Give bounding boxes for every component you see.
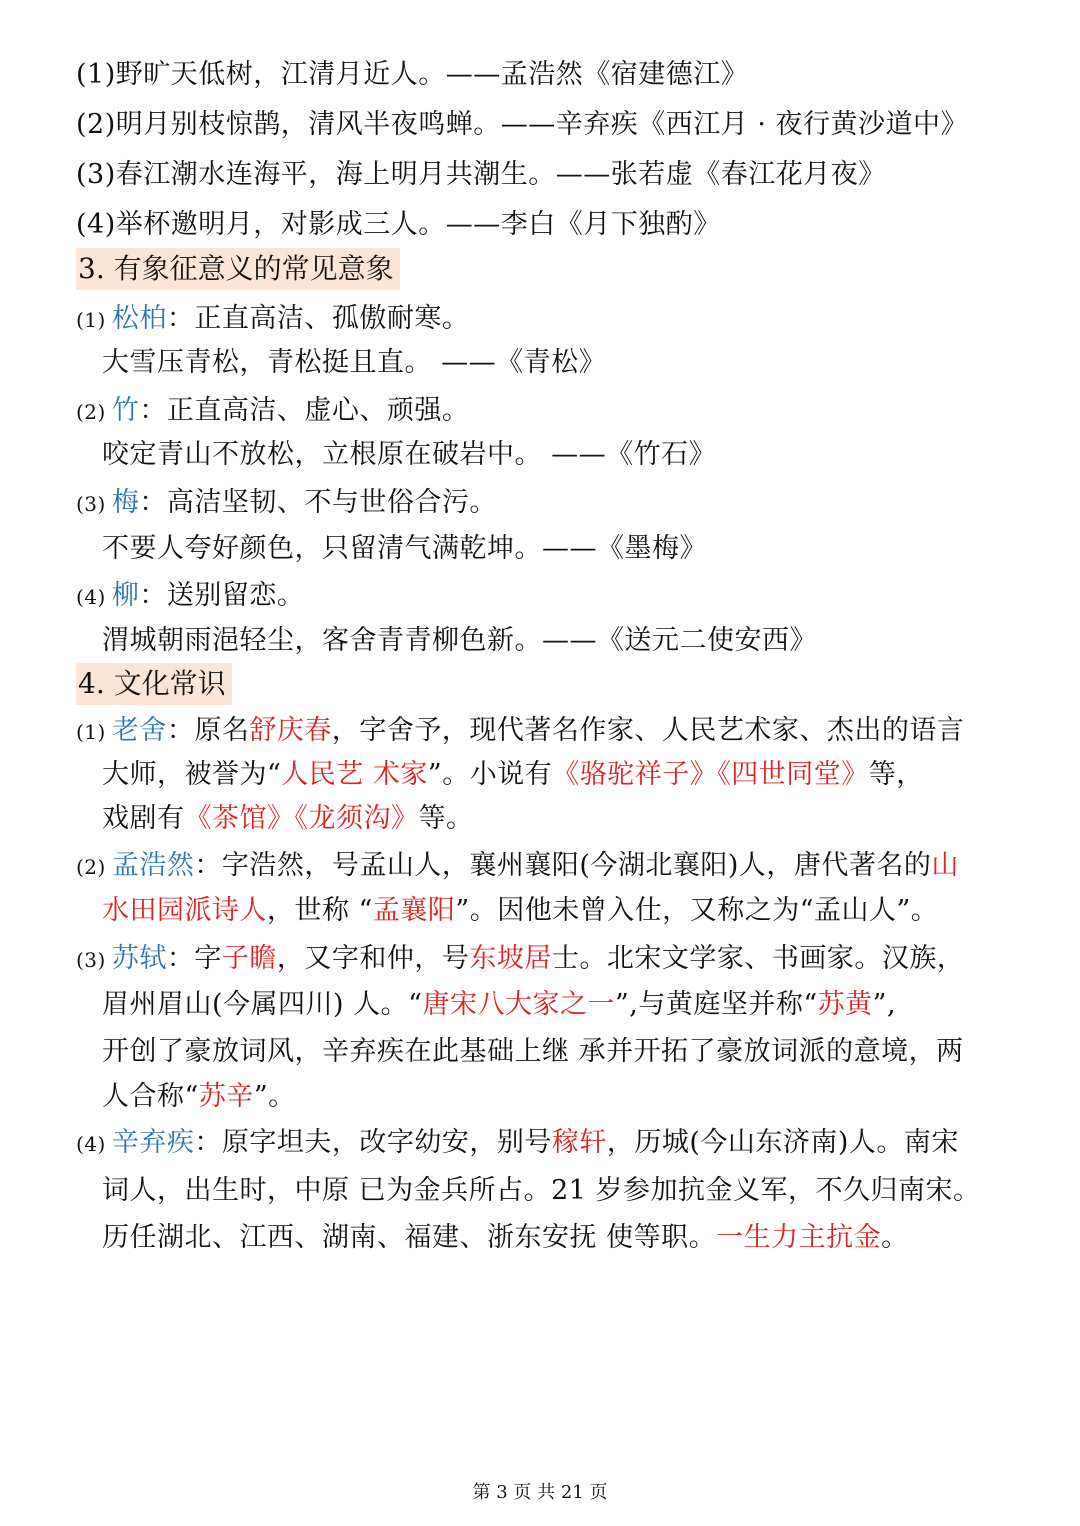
- body-text: ：原名: [166, 715, 250, 746]
- poem-line: [0, 206, 1080, 244]
- item-number: (3): [76, 159, 116, 190]
- section-heading: 3. 有象征意义的常见意象: [76, 248, 400, 290]
- body-text: 等。: [418, 803, 474, 834]
- culture-item-xinqiji: [0, 1124, 1080, 1163]
- body-text: ”。因他未曾入仕，又称之为“孟山人”。: [455, 895, 939, 926]
- body-text: 历任湖北、江西、湖南、福建、浙东安抚 使等职。: [102, 1222, 717, 1253]
- highlight-text: 稼轩: [551, 1127, 607, 1158]
- item-number: (1): [76, 720, 106, 744]
- poem-line: [0, 106, 1080, 144]
- body-text: ：字: [166, 943, 222, 974]
- body-text: ：原字坦夫，改字幼安，别号: [194, 1127, 552, 1158]
- body-text: 戏剧有: [102, 803, 185, 834]
- culture-line: 开创了豪放词风，辛弃疾在此基础上继 承并开拓了豪放词派的意境，两: [102, 1036, 964, 1067]
- body-text: 大师，被誉为“: [102, 759, 282, 790]
- item-number: (3): [76, 948, 106, 972]
- imagery-term: 梅: [111, 487, 140, 518]
- culture-line: [0, 800, 1080, 838]
- imagery-quote: 不要人夸好颜色，只留清气满乾坤。——《墨梅》: [102, 533, 707, 564]
- person-name: 苏轼: [111, 943, 167, 974]
- culture-line: [0, 986, 1080, 1024]
- imagery-item: [0, 577, 1080, 616]
- culture-line: [0, 892, 1080, 930]
- imagery-item: [0, 300, 1080, 339]
- highlight-text: 《茶馆》《龙须沟》: [184, 803, 419, 834]
- imagery-meaning: ：送别留恋。: [139, 580, 305, 611]
- poem-text: 举杯邀明月，对影成三人。——李白《月下独酌》: [115, 209, 721, 240]
- highlight-text: 《骆驼祥子》《四世同堂》: [552, 759, 869, 790]
- poem-text: 春江潮水连海平，海上明月共潮生。——张若虚《春江花月夜》: [115, 159, 886, 190]
- poem-line: [0, 56, 1080, 94]
- imagery-term: 松柏: [111, 303, 167, 334]
- item-number: (4): [76, 209, 116, 240]
- culture-item-sushi: [0, 940, 1080, 979]
- item-number: (4): [76, 585, 106, 609]
- body-text: ，世称 “: [267, 895, 373, 926]
- body-text: ：字浩然，号孟山人，襄州襄阳(今湖北襄阳)人，唐代著名的: [194, 850, 932, 881]
- body-text: ”,: [872, 989, 897, 1020]
- highlight-text: 一生力主抗金: [716, 1222, 882, 1253]
- culture-line: [0, 1078, 1080, 1116]
- item-number: (1): [76, 308, 106, 332]
- highlight-text: 孟襄阳: [372, 895, 456, 926]
- page-footer: 第 3 页 共 21 页: [472, 1482, 608, 1503]
- highlight-text: 子瞻: [221, 943, 277, 974]
- imagery-item: [0, 484, 1080, 523]
- item-number: (2): [76, 855, 106, 879]
- highlight-text: 苏黄: [817, 989, 873, 1020]
- body-text: ，历城(今山东济南)人。南宋: [606, 1127, 959, 1158]
- imagery-quote: 咬定青山不放松，立根原在破岩中。 ——《竹石》: [102, 439, 717, 470]
- poem-line: [0, 156, 1080, 194]
- highlight-text: 唐宋八大家之一: [422, 989, 615, 1020]
- body-text: ”,与黄庭坚并称“: [614, 989, 818, 1020]
- highlight-text: 水田园派诗人: [102, 895, 267, 926]
- person-name: 老舍: [111, 715, 167, 746]
- body-text: ”。小说有: [427, 759, 553, 790]
- culture-item-menghaoran: [0, 847, 1080, 886]
- body-text: 等，: [868, 759, 924, 790]
- imagery-quote: 大雪压青松，青松挺且直。 ——《青松》: [102, 347, 607, 378]
- imagery-term: 竹: [111, 395, 140, 426]
- body-text: ”。: [253, 1081, 296, 1112]
- culture-item-laoshe: [0, 712, 1080, 751]
- item-number: (3): [76, 492, 106, 516]
- section-heading: 4. 文化常识: [76, 663, 232, 705]
- body-text: 眉州眉山(今属四川) 人。“: [102, 989, 423, 1020]
- person-name: 孟浩然: [111, 850, 195, 881]
- poem-text: 野旷天低树，江清月近人。——孟浩然《宿建德江》: [115, 59, 749, 90]
- body-text: 人合称“: [102, 1081, 199, 1112]
- culture-line: 词人，出生时，中原 已为金兵所占。21 岁参加抗金义军，不久归南宋。: [102, 1175, 981, 1206]
- body-text: 士。北宋文学家、书画家。汉族，: [551, 943, 965, 974]
- imagery-term: 柳: [111, 580, 140, 611]
- highlight-text: 山: [931, 850, 959, 881]
- imagery-quote: 渭城朝雨浥轻尘，客舍青青柳色新。——《送元二使安西》: [102, 625, 817, 656]
- body-text: 。: [881, 1222, 909, 1253]
- item-number: (1): [76, 59, 116, 90]
- body-text: ，字舍予，现代著名作家、人民艺术家、杰出的语言: [331, 715, 965, 746]
- imagery-meaning: ：高洁坚韧、不与世俗合污。: [139, 487, 497, 518]
- highlight-text: 苏辛: [198, 1081, 254, 1112]
- culture-line: [0, 756, 1080, 794]
- person-name: 辛弃疾: [111, 1127, 195, 1158]
- item-number: (2): [76, 400, 106, 424]
- imagery-item: [0, 392, 1080, 431]
- imagery-meaning: ：正直高洁、虚心、顽强。: [139, 395, 470, 426]
- body-text: ，又字和仲，号: [276, 943, 470, 974]
- imagery-meaning: ：正直高洁、孤傲耐寒。: [166, 303, 470, 334]
- poem-text: 明月别枝惊鹊，清风半夜鸣蝉。——辛弃疾《西江月 · 夜行黄沙道中》: [115, 109, 968, 140]
- item-number: (4): [76, 1132, 106, 1156]
- culture-line: [0, 1219, 1080, 1257]
- item-number: (2): [76, 109, 116, 140]
- highlight-text: 舒庆春: [249, 715, 332, 746]
- highlight-text: 人民艺 术家: [281, 759, 428, 790]
- highlight-text: 东坡居: [469, 943, 552, 974]
